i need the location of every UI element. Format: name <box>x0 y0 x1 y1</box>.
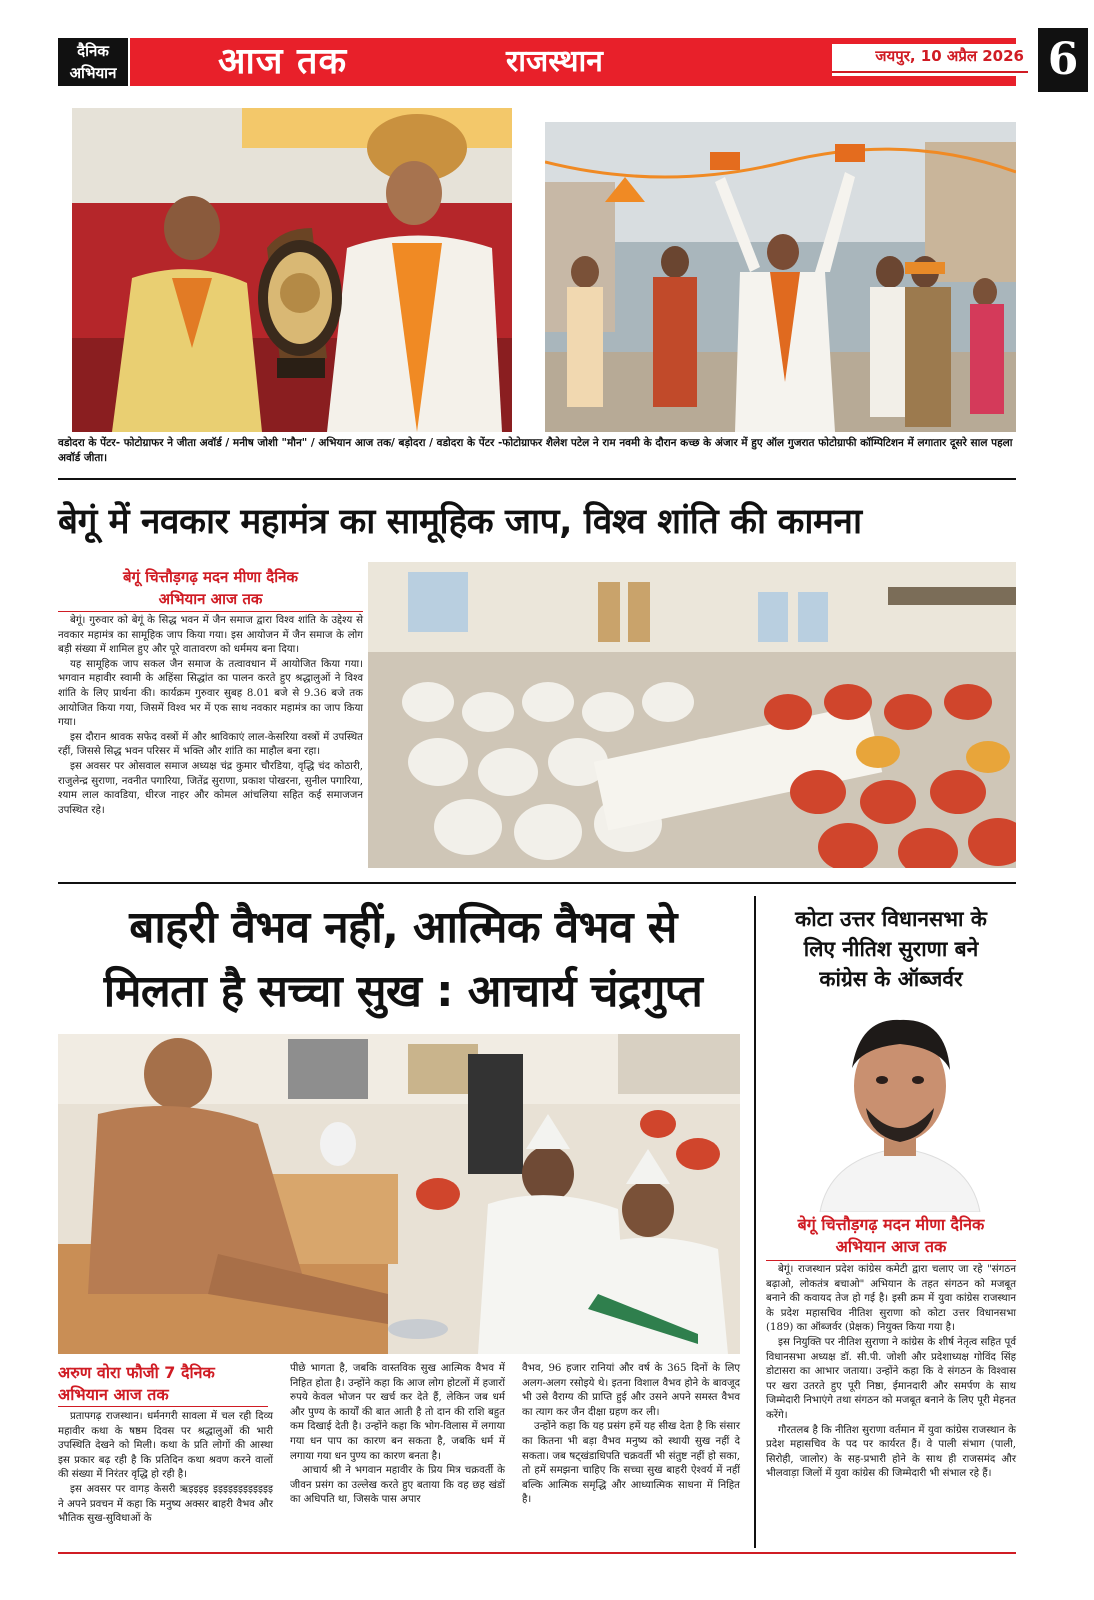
story2-column-1 <box>58 1410 273 1527</box>
navkar-jaap-photo <box>368 562 1016 868</box>
story2-byline-rule <box>58 1406 268 1407</box>
logo-line-2: अभियान <box>69 64 117 82</box>
story1-paragraph: यह सामूहिक जाप सकल जैन समाज के तत्वावधान में आयोजित किया गया। भगवान महावीर स्वामी के अहिंसा सिद्धांत का पालन करते हुए श्रद्धालुओं ने विश्व शांति के लिए प्रार्थना की। कार्यक्रम गुरुवार सुबह 8.01 बजे से 9.36 बजे तक आयोजित किया गया, जिसमें विश्व भर में एक साथ नवकार महामंत्र का जाप किया गया। <box>58 658 363 729</box>
story2-byline-line1: अरुण वोरा फौजी 7 दैनिक <box>58 1363 215 1382</box>
newspaper-logo <box>58 38 128 86</box>
story1-byline-rule <box>58 611 363 612</box>
story3-paragraph: बेगूं। राजस्थान प्रदेश कांग्रेस कमेटी द्वारा चलाए जा रहे "संगठन बढ़ाओ, लोकतंत्र बचाओ" अभियान के तहत संगठन को मजबूत बनाने की कवायद तेज हो गई है। इसी क्रम में युवा कांग्रेस राजस्थान के प्रदेश महासचिव नीतिश सुराणा को कोटा उत्तर विधानसभा (189) का ऑब्जर्वर (प्रेक्षक) नियुक्त किया गया है। <box>766 1264 1016 1334</box>
story3-byline-line1: बेगूं चित्तौड़गढ़ मदन मीणा दैनिक <box>797 1215 985 1234</box>
story2-paragraph: आचार्य श्री ने भगवान महावीर के प्रिय मित्र चक्रवर्ती के जीवन प्रसंग का उल्लेख करते हुए बताया कि वह छह खंडों का अधिपति था, जिसके पास अपार <box>290 1465 505 1506</box>
story2-paragraph: प्रतापगढ़ राजस्थान। धर्मनगरी सावला में चल रही दिव्य महावीर कथा के षष्ठम दिवस पर श्रद्धालुओं की भारी उपस्थिति देखने को मिली। कथा के प्रति लोगों की आस्था इस प्रकार बढ़ रही है कि प्रतिदिन कथा श्रवण करने वालों की संख्या में निरंतर वृद्धि हो रही है। <box>58 1411 273 1481</box>
story3-byline <box>766 1214 1016 1258</box>
nitish-surana-photo <box>800 1008 1000 1212</box>
story2-headline <box>58 896 748 1024</box>
section-title: राजस्थान <box>506 44 603 79</box>
story1-byline-line2: अभियान आज तक <box>158 590 263 608</box>
story1-byline <box>58 566 363 610</box>
page-number: 6 <box>1038 28 1088 92</box>
story3-headline <box>766 904 1016 994</box>
column-divider <box>754 896 756 1548</box>
divider-top <box>58 478 1016 480</box>
story3-paragraph: गौरतलब है कि नीतिश सुराणा वर्तमान में युवा कांग्रेस राजस्थान के प्रदेश महासचिव के पद पर कार्यरत हैं। वे पाली संभाग (पाली, सिरोही, जालोर) के सह-प्रभारी होने के साथ ही राजसमंद और भीलवाड़ा जिलों में युवा कांग्रेस की जिम्मेदारी भी संभाल रहे हैं। <box>766 1424 1016 1480</box>
story2-headline-line2: मिलता है सच्चा सुख : आचार्य चंद्रगुप्त <box>103 966 703 1017</box>
story2-column-3 <box>522 1362 740 1508</box>
top-photo-caption: वडोदरा के पेंटर- फोटोग्राफर ने जीता अवॉर्ड / मनीष जोशी "मौन" / अभियान आज तक/ बड़ोदरा / वडोदरा के पेंटर -फोटोग्राफर शैलेश पटेल ने राम नवमी के दौरान कच्छ के अंजार में हुए ऑल गुजरात फोटोग्राफी कॉम्पिटिशन में लगातार दूसरे साल पहला अवॉर्ड जीता। <box>58 437 1013 464</box>
story2-paragraph: इस अवसर पर वागड़ केसरी ऋइइइइ इइइइइइइइइइइइ ने अपने प्रवचन में कहा कि मनुष्य अक्सर बाहरी वैभव और भौतिक सुख-सुविधाओं के <box>58 1483 273 1525</box>
page-bottom-rule <box>58 1552 1016 1554</box>
masthead <box>58 34 1079 92</box>
story1-paragraph: बेगूं। गुरुवार को बेगूं के सिद्ध भवन में जैन समाज द्वारा विश्व शांति के उद्देश्य से नवकार महामंत्र का सामूहिक जाप किया गया। इस आयोजन में जैन समाज के लोग बड़ी संख्या में शामिल हुए और पूरे वातावरण को धर्ममय बना दिया। <box>58 615 363 656</box>
story3-body <box>766 1263 1016 1482</box>
story1-byline-line1: बेगूं चित्तौड़गढ़ मदन मीणा दैनिक <box>122 568 298 586</box>
story3-headline-line2: लिए नीतिश सुराणा बने <box>803 937 979 961</box>
story2-byline <box>58 1362 268 1406</box>
story2-paragraph: पीछे भागता है, जबकि वास्तविक सुख आत्मिक वैभव में निहित होता है। उन्होंने कहा कि आज लोग होटलों में हजारों रुपये केवल भोजन पर खर्च कर देते हैं, लेकिन जब धर्म और पुण्य के कार्यों की बात आती है तो दान की राशि बहुत कम दिखाई देती है। उन्होंने कहा कि भोग-विलास में लगाया गया धन पाप का कारण बन सकता है, जबकि धर्म में लगाया गया धन पुण्य का कारण बनता है। <box>290 1363 505 1462</box>
logo-line-1: दैनिक <box>77 42 109 60</box>
story1-paragraph: इस अवसर पर ओसवाल समाज अध्यक्ष चंद्र कुमार चौरडिया, वृद्धि चंद कोठारी, राजुलेन्द्र सुराणा, नवनीत पगारिया, जितेंद्र सुराणा, प्रकाश पोखरना, सुनील पगारिया, श्याम लाल कावडिया, धीरज नाहर और कोमल आंचलिया सहित कई समाजजन उपस्थित रहे। <box>58 760 363 816</box>
story1-paragraph: इस दौरान श्रावक सफेद वस्त्रों में और श्राविकाएं लाल-केसरिया वस्त्रों में उपस्थित रहीं, जिससे सिद्ध भवन परिसर में भक्ति और शांति का माहौल बना रहा। <box>58 731 363 758</box>
story1-body <box>58 614 363 818</box>
story2-byline-line2: अभियान आज तक <box>58 1385 169 1404</box>
story2-paragraph: उन्होंने कहा कि यह प्रसंग हमें यह सीख देता है कि संसार का कितना भी बड़ा वैभव मनुष्य को स्थायी सुख नहीं दे सकता। जब षट्खंडाधिपति चक्रवर्ती भी संतुष्ट नहीं हो सका, तो हमें समझना चाहिए कि सच्चा सुख बाहरी ऐश्वर्य में नहीं बल्कि आत्मिक समृद्धि और आध्यात्मिक साधना में निहित है। <box>522 1421 740 1506</box>
edition-date: जयपुर, 10 अप्रैल 2026 <box>875 47 1024 65</box>
story1-headline: बेगूं में नवकार महामंत्र का सामूहिक जाप, विश्व शांति की कामना <box>58 502 862 542</box>
date-box <box>832 44 1028 76</box>
story2-paragraph: वैभव, 96 हजार रानियां और वर्ष के 365 दिनों के लिए अलग-अलग रसोइये थे। इतना विशाल वैभव होने के बावजूद भी उसे वैराग्य की प्राप्ति हुई और उसने अपने समस्त वैभव का त्याग कर जैन दीक्षा ग्रहण कर ली। <box>522 1363 740 1418</box>
award-photo <box>72 108 512 432</box>
date-underline <box>832 71 1028 73</box>
divider-mid <box>58 882 1016 884</box>
story3-byline-line2: अभियान आज तक <box>835 1237 947 1256</box>
ram-navami-photo <box>545 122 1016 432</box>
acharya-photo <box>58 1034 740 1354</box>
story3-byline-rule <box>766 1260 1016 1261</box>
story2-column-2 <box>290 1362 505 1508</box>
masthead-band <box>130 34 1079 86</box>
story2-headline-line1: बाहरी वैभव नहीं, आत्मिक वैभव से <box>129 902 677 953</box>
story3-headline-line1: कोटा उत्तर विधानसभा के <box>795 907 987 931</box>
story3-headline-line3: कांग्रेस के ऑब्जर्वर <box>819 967 963 991</box>
story3-paragraph: इस नियुक्ति पर नीतिश सुराणा ने कांग्रेस के शीर्ष नेतृत्व सहित पूर्व विधानसभा अध्यक्ष डॉ. सी.पी. जोशी और प्रदेशाध्यक्ष गोविंद सिंह डोटासरा का आभार जताया। उन्होंने कहा कि वे संगठन के विश्वास पर खरा उतरते हुए पूरी निष्ठा, ईमानदारी और समर्पण के साथ जिम्मेदारी निभाएंगे तथा संगठन को मजबूत बनाने के लिए पूरी मेहनत करेंगे। <box>766 1336 1016 1421</box>
newspaper-title: आज तक <box>218 41 348 82</box>
